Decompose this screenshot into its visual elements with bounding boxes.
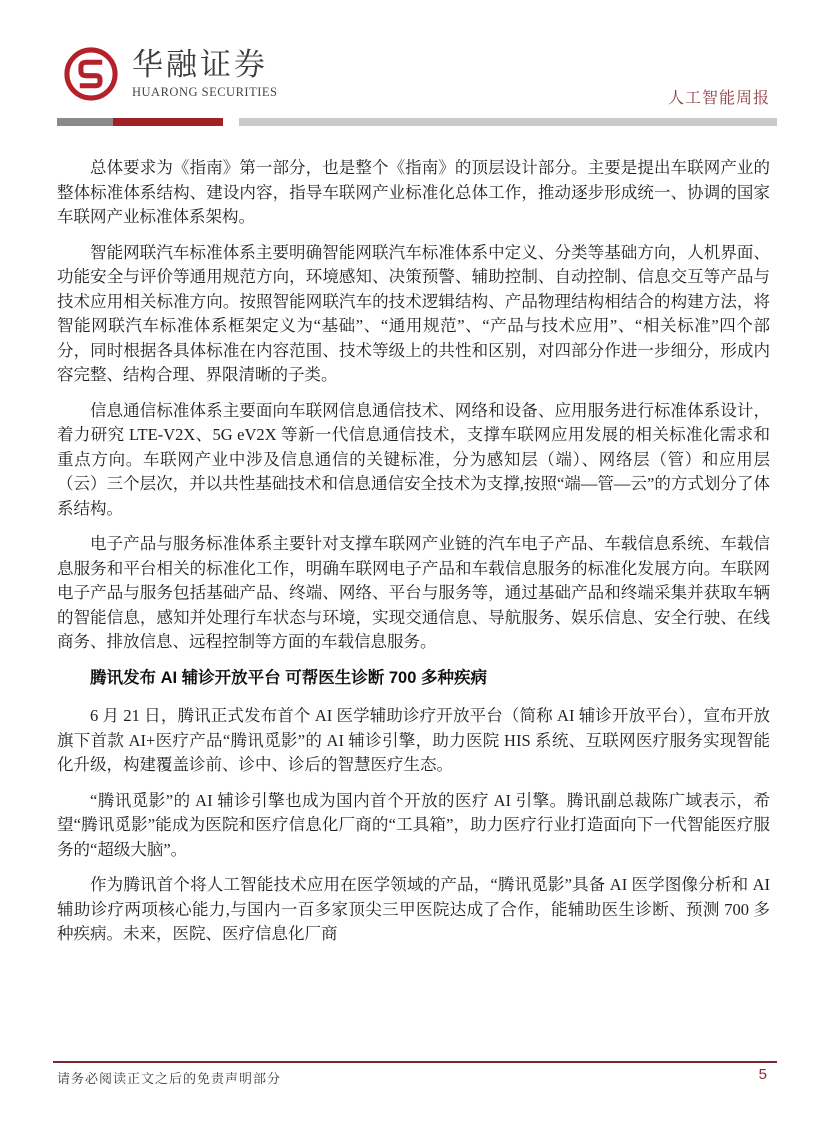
huarong-logo [63,46,277,102]
footer-disclaimer: 请务必阅读正文之后的免责声明部分 [57,1071,282,1086]
section-heading: 腾讯发布 AI 辅诊开放平台 可帮医生诊断 700 多种疾病 [90,668,487,687]
body-paragraph: 6 月 21 日，腾讯正式发布首个 AI 医学辅助诊疗开放平台（简称 AI 辅诊开放平台），宣布开放旗下首款 AI+医疗产品“腾讯觅影”的 AI 辅诊引擎，助力医院 HIS 系统、互联网医疗服务实现智能化升级，构建覆盖诊前、诊中、诊后的智慧医疗生态。 [57,706,770,774]
body-paragraph: 总体要求为《指南》第一部分，也是整个《指南》的顶层设计部分。主要是提出车联网产业的整体标准体系结构、建设内容，指导车联网产业标准化总体工作，推动逐步形成统一、协调的国家车联网产业标准体系架构。 [57,158,770,226]
body-paragraph: 智能网联汽车标准体系主要明确智能网联汽车标准体系中定义、分类等基础方向，人机界面、功能安全与评价等通用规范方向，环境感知、决策预警、辅助控制、自动控制、信息交互等产品与技术应用相关标准方向。按照智能网联汽车的技术逻辑结构、产品物理结构相结合的构建方法，将智能网联汽车标准体系框架定义为“基础”、“通用规范”、“产品与技术应用”、“相关标准”四个部分，同时根据各具体标准在内容范围、技术等级上的共性和区别，对四部分作进一步细分，形成内容完整、结构合理、界限清晰的子类。 [57,242,770,384]
huarong-logo-icon [63,46,119,102]
header-bar-gray-light [239,118,777,126]
brand-name-cn: 华融证券 [132,47,268,82]
body-paragraph: 信息通信标准体系主要面向车联网信息通信技术、网络和设备、应用服务进行标准体系设计，着力研究 LTE-V2X、5G eV2X 等新一代信息通信技术，支撑车联网应用发展的相关标准化需求和重点方向。车联网产业中涉及信息通信的关键标准，分为感知层（端）、网络层（管）和应用层（云）三个层次，并以共性基础技术和信息通信安全技术为支撑,按照“端—管—云”的方式划分了体系结构。 [57,400,770,518]
footer-divider [53,1061,777,1063]
body-paragraph: “腾讯觅影”的 AI 辅诊引擎也成为国内首个开放的医疗 AI 引擎。腾讯副总裁陈广域表示，希望“腾讯觅影”能成为医院和医疗信息化厂商的“工具箱”，助力医疗行业打造面向下一代智能医疗服务的“超级大脑”。 [57,790,770,859]
page-number: 5 [758,1066,767,1083]
body-paragraph: 电子产品与服务标准体系主要针对支撑车联网产业链的汽车电子产品、车载信息系统、车载信息服务和平台相关的标准化工作，明确车联网电子产品和车载信息服务的标准化发展方向。车联网电子产品与服务包括基础产品、终端、网络、平台与服务等，通过基础产品和终端采集并获取车辆的智能信息，感知并处理行车状态与环境，实现交通信息、导航服务、娱乐信息、安全行驶、在线商务、排放信息、远程控制等方面的车载信息服务。 [57,534,770,651]
header-bar-gray-dark [57,118,113,126]
brand-block [132,46,277,100]
brand-name-en: HUARONG SECURITIES [132,85,278,99]
report-type-label: 人工智能周报 [667,90,770,107]
body-paragraph: 作为腾讯首个将人工智能技术应用在医学领域的产品，“腾讯觅影”具备 AI 医学图像分析和 AI 辅助诊疗两项核心能力,与国内一百多家顶尖三甲医院达成了合作，能辅助医生诊断、预测 700 多种疾病。未来，医院、医疗信息化厂商 [57,875,770,943]
report-body [57,156,770,958]
header-bar-red [113,118,223,126]
